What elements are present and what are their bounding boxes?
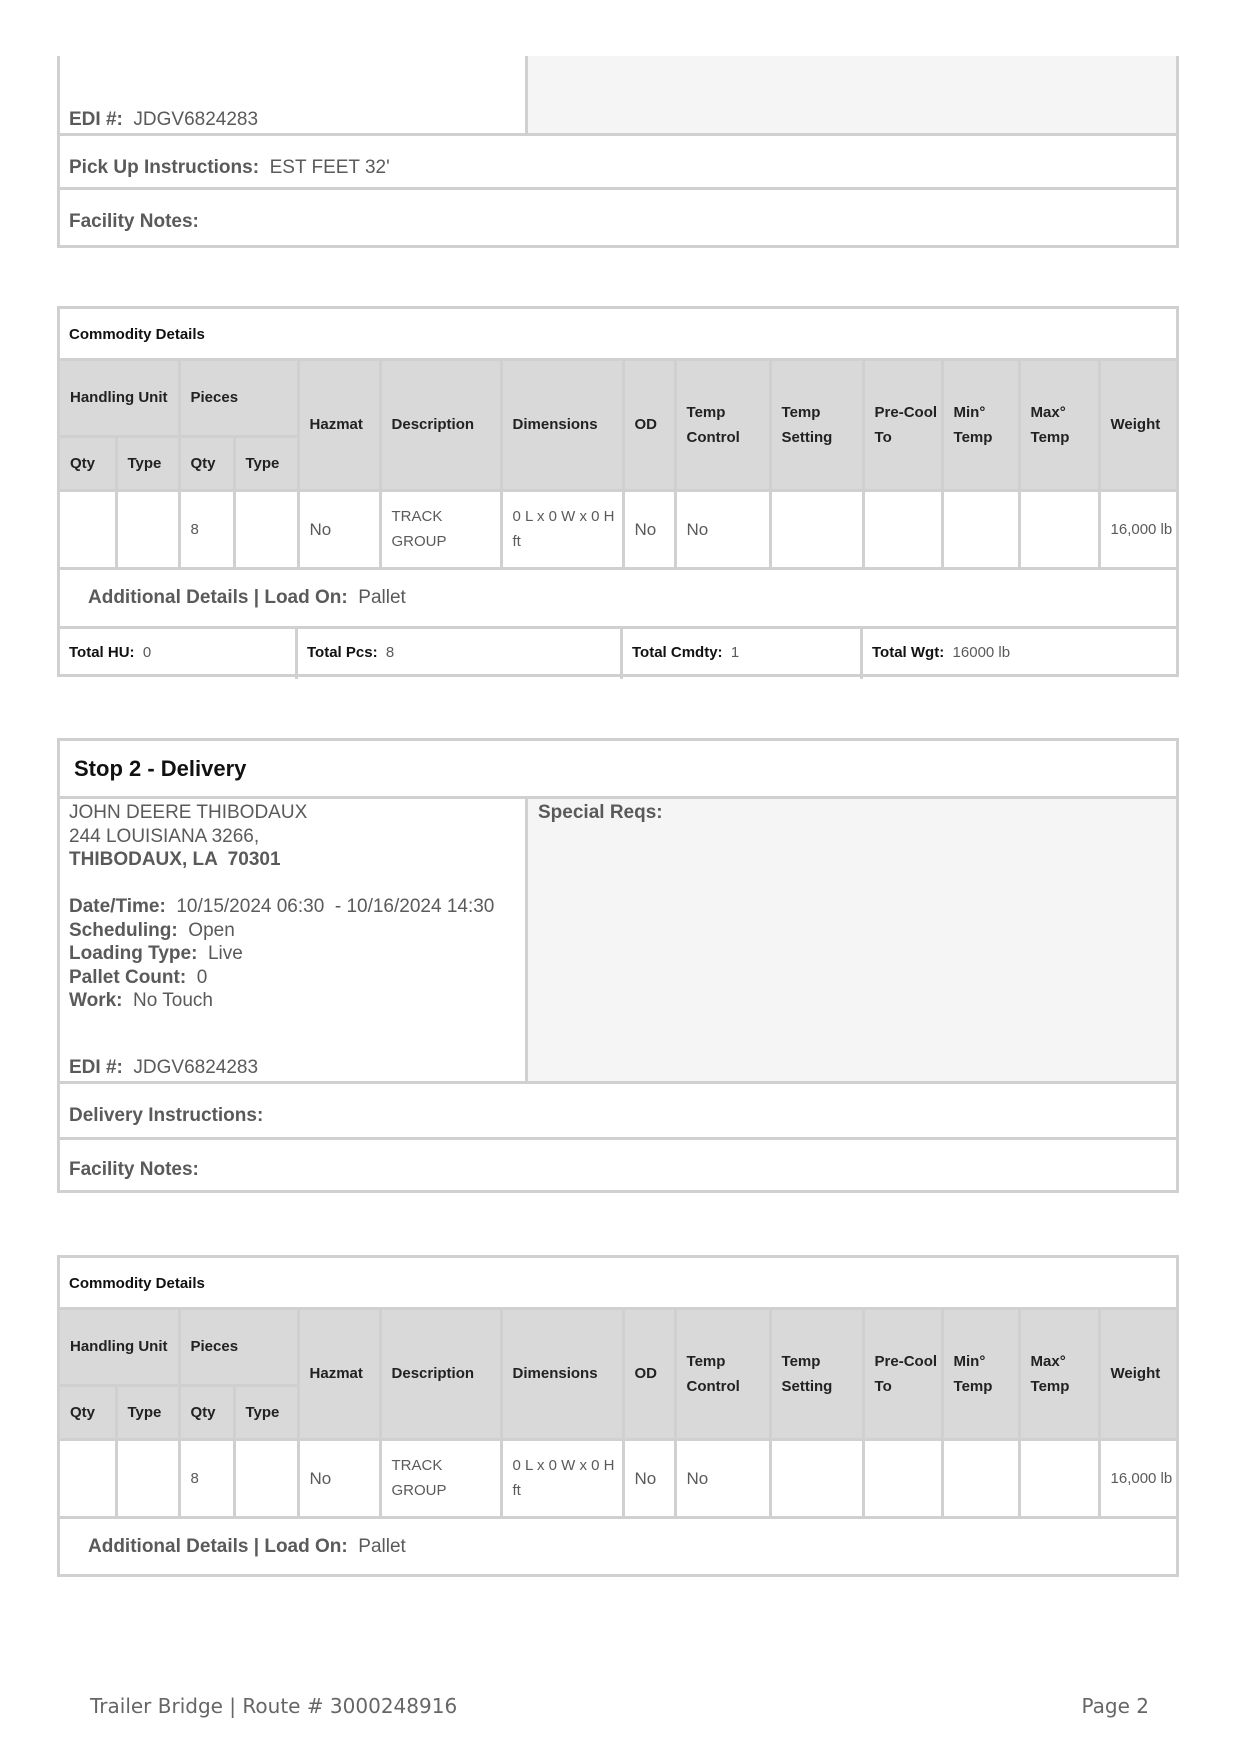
datetime-label: Date/Time: xyxy=(69,896,166,917)
cell-temp-control: No xyxy=(675,1439,770,1517)
stop2-address-cell xyxy=(60,799,528,1081)
stop2-address: 244 LOUISIANA 3266, xyxy=(69,825,260,847)
cell-pcs-qty: 8 xyxy=(179,490,234,568)
cell-max-temp xyxy=(1019,1439,1099,1517)
cell-pcs-qty: 8 xyxy=(179,1439,234,1517)
stop2-header xyxy=(60,741,1176,799)
additional-details-label: Additional Details | Load On: xyxy=(88,1535,348,1557)
pickup-instructions-value: EST FEET 32' xyxy=(269,157,390,178)
cell-min-temp xyxy=(942,490,1019,568)
cell-temp-setting xyxy=(770,490,863,568)
cell-hazmat: No xyxy=(298,490,380,568)
cell-dimensions: 0 L x 0 W x 0 H ft xyxy=(501,490,623,568)
col-temp-setting: Temp Setting xyxy=(770,1310,863,1439)
col-hu-type: Type xyxy=(116,1385,179,1439)
table-row xyxy=(60,1439,1176,1517)
total-pcs-value: 8 xyxy=(385,643,395,661)
commodity-title: Commodity Details xyxy=(60,309,1176,361)
facility-notes-label: Facility Notes: xyxy=(69,1159,199,1180)
cell-precool xyxy=(863,490,942,568)
special-reqs-cell xyxy=(528,799,1176,1081)
facility-notes-label: Facility Notes: xyxy=(69,211,199,232)
edi-value: JDGV6824283 xyxy=(133,1057,259,1078)
col-description: Description xyxy=(380,1310,501,1439)
stop2-section xyxy=(57,738,1179,1193)
stop1-edi xyxy=(69,109,258,131)
col-weight: Weight xyxy=(1099,1310,1176,1439)
col-temp-setting: Temp Setting xyxy=(770,361,863,490)
additional-details-value: Pallet xyxy=(358,586,406,608)
col-min-temp: Min° Temp xyxy=(942,361,1019,490)
commodity-table xyxy=(60,361,1176,570)
col-max-temp: Max° Temp xyxy=(1019,361,1099,490)
cell-pcs-type xyxy=(234,490,298,568)
col-od: OD xyxy=(623,1310,675,1439)
col-precool: Pre-Cool To xyxy=(863,361,942,490)
stop1-tail-section xyxy=(57,56,1179,248)
stop1-left-cell xyxy=(60,56,528,133)
col-min-temp: Min° Temp xyxy=(942,1310,1019,1439)
stop2-info-row xyxy=(60,799,1176,1084)
pickup-instructions-row xyxy=(60,136,1176,190)
pallet-count-label: Pallet Count: xyxy=(69,966,187,988)
stop1-facility-notes-row xyxy=(60,190,1176,242)
additional-details-row xyxy=(60,570,1176,629)
total-wgt-value: 16000 lb xyxy=(952,643,1011,661)
col-temp-control: Temp Control xyxy=(675,1310,770,1439)
cell-precool xyxy=(863,1439,942,1517)
col-pcs-qty: Qty xyxy=(179,1385,234,1439)
scheduling-label: Scheduling: xyxy=(69,919,178,941)
col-hazmat: Hazmat xyxy=(298,1310,380,1439)
cell-hu-qty xyxy=(60,490,116,568)
stop2-facility-notes-row xyxy=(60,1140,1176,1190)
col-pcs-qty: Qty xyxy=(179,436,234,490)
col-pcs-type: Type xyxy=(234,436,298,490)
stop2-name: JOHN DEERE THIBODAUX xyxy=(69,802,308,823)
special-reqs-label: Special Reqs: xyxy=(538,802,663,823)
additional-details-row xyxy=(60,1519,1176,1575)
col-hu-type: Type xyxy=(116,436,179,490)
stop1-right-cell xyxy=(528,56,1176,133)
delivery-instructions-label: Delivery Instructions: xyxy=(69,1105,264,1126)
work-value: No Touch xyxy=(133,990,213,1011)
delivery-instructions-row xyxy=(60,1084,1176,1140)
cell-od: No xyxy=(623,1439,675,1517)
total-hu xyxy=(60,629,298,679)
cell-od: No xyxy=(623,490,675,568)
stop2-datetime xyxy=(69,895,525,919)
col-dimensions: Dimensions xyxy=(501,361,623,490)
cell-hu-type xyxy=(116,490,179,568)
total-hu-label: Total HU: xyxy=(69,643,135,661)
col-hu-qty: Qty xyxy=(60,1385,116,1439)
col-handling-unit: Handling Unit xyxy=(60,1310,179,1385)
cell-max-temp xyxy=(1019,490,1099,568)
col-od: OD xyxy=(623,361,675,490)
cell-temp-setting xyxy=(770,1439,863,1517)
col-weight: Weight xyxy=(1099,361,1176,490)
total-wgt-label: Total Wgt: xyxy=(872,643,945,661)
col-description: Description xyxy=(380,361,501,490)
cell-weight: 16,000 lb xyxy=(1099,1439,1176,1517)
pallet-count-value: 0 xyxy=(196,966,208,988)
cell-description: TRACK GROUP xyxy=(380,1439,501,1517)
totals-row xyxy=(60,629,1176,679)
stop2-city: THIBODAUX, LA 70301 xyxy=(69,849,281,870)
col-precool: Pre-Cool To xyxy=(863,1310,942,1439)
commodity-title: Commodity Details xyxy=(60,1258,1176,1310)
stop2-loading-type xyxy=(69,942,525,966)
scheduling-value: Open xyxy=(188,919,235,941)
commodity-details-1 xyxy=(57,306,1179,677)
footer-route: Trailer Bridge | Route # 3000248916 xyxy=(90,1694,458,1718)
stop1-info-row xyxy=(60,56,1176,136)
edi-value: JDGV6824283 xyxy=(133,109,259,130)
col-handling-unit: Handling Unit xyxy=(60,361,179,436)
loading-type-value: Live xyxy=(207,943,243,964)
cell-temp-control: No xyxy=(675,490,770,568)
cell-hu-qty xyxy=(60,1439,116,1517)
additional-details-label: Additional Details | Load On: xyxy=(88,586,348,608)
col-hazmat: Hazmat xyxy=(298,361,380,490)
table-row xyxy=(60,490,1176,568)
col-temp-control: Temp Control xyxy=(675,361,770,490)
col-pcs-type: Type xyxy=(234,1385,298,1439)
loading-type-label: Loading Type: xyxy=(69,943,198,964)
datetime-value: 10/15/2024 06:30 - 10/16/2024 14:30 xyxy=(176,896,495,917)
stop2-edi xyxy=(69,1056,258,1080)
pickup-instructions-label: Pick Up Instructions: xyxy=(69,157,260,178)
edi-label: EDI #: xyxy=(69,109,123,130)
total-pcs xyxy=(298,629,623,679)
additional-details-value: Pallet xyxy=(358,1535,406,1557)
cell-weight: 16,000 lb xyxy=(1099,490,1176,568)
cell-min-temp xyxy=(942,1439,1019,1517)
stop2-title: Stop 2 - Delivery xyxy=(74,756,247,781)
stop2-scheduling xyxy=(69,919,525,943)
stop2-work xyxy=(69,989,525,1013)
cell-dimensions: 0 L x 0 W x 0 H ft xyxy=(501,1439,623,1517)
col-pieces: Pieces xyxy=(179,361,298,436)
col-hu-qty: Qty xyxy=(60,436,116,490)
total-pcs-label: Total Pcs: xyxy=(307,643,378,661)
work-label: Work: xyxy=(69,990,123,1011)
commodity-details-2 xyxy=(57,1255,1179,1577)
cell-pcs-type xyxy=(234,1439,298,1517)
total-hu-value: 0 xyxy=(142,643,152,661)
cell-hu-type xyxy=(116,1439,179,1517)
total-cmdty-label: Total Cmdty: xyxy=(632,643,723,661)
total-cmdty xyxy=(623,629,863,679)
edi-label: EDI #: xyxy=(69,1057,123,1078)
total-wgt xyxy=(863,629,1176,679)
col-pieces: Pieces xyxy=(179,1310,298,1385)
commodity-table xyxy=(60,1310,1176,1519)
col-max-temp: Max° Temp xyxy=(1019,1310,1099,1439)
total-cmdty-value: 1 xyxy=(730,643,740,661)
stop2-pallet-count xyxy=(69,966,525,990)
col-dimensions: Dimensions xyxy=(501,1310,623,1439)
cell-hazmat: No xyxy=(298,1439,380,1517)
footer-page-number: Page 2 xyxy=(1081,1694,1149,1718)
cell-description: TRACK GROUP xyxy=(380,490,501,568)
